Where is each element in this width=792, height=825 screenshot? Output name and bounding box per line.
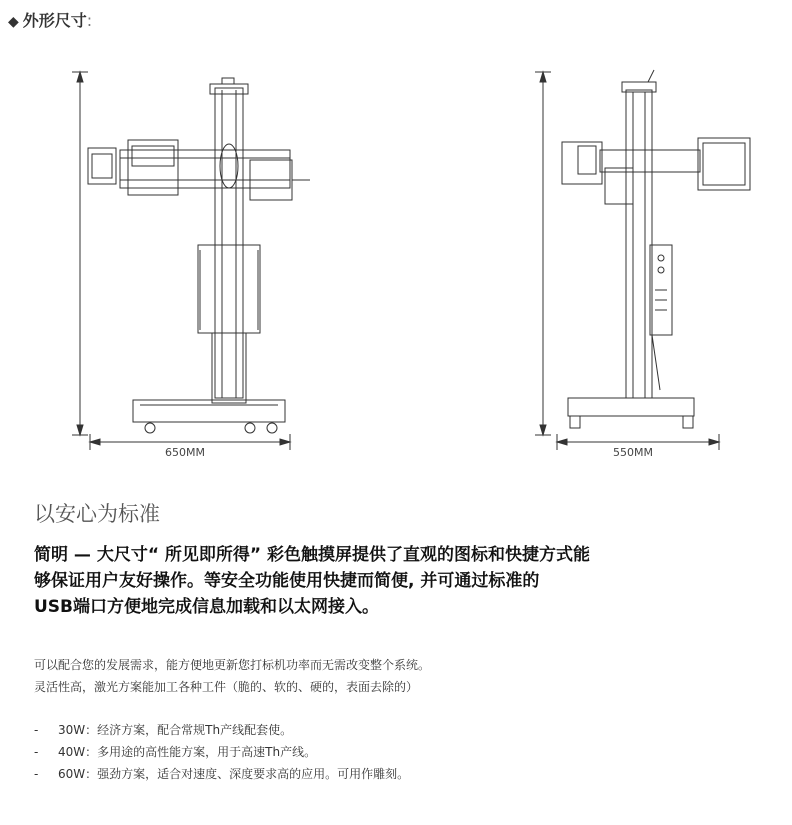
list-item-text: 30W：经济方案，配合常规Th产线配套使。 (58, 723, 293, 737)
list-dash: - (34, 745, 39, 759)
list-item-text: 40W：多用途的高性能方案，用于高速Th产线。 (58, 745, 317, 759)
bold-line: USB端口方便地完成信息加载和以太网接入。 (34, 597, 380, 617)
bold-line: 够保证用户友好操作。等安全功能使用快捷而简便, 并可通过标准的 (34, 571, 540, 591)
dimension-drawing (0, 60, 792, 470)
list-item (34, 763, 409, 785)
right-width-label: 550MM (613, 446, 653, 459)
list-dash: - (34, 767, 39, 781)
bold-paragraph (34, 542, 774, 620)
diamond-bullet-icon: ◆ (8, 14, 19, 30)
section-title-colon: : (86, 11, 93, 30)
power-list (34, 719, 409, 785)
list-item (34, 741, 409, 763)
body-line: 可以配合您的发展需求，能方便地更新您打标机功率而无需改变整个系统。 (34, 658, 431, 672)
list-dash: - (34, 723, 39, 737)
section-title: 外形尺寸 (22, 11, 87, 30)
left-width-label: 650MM (165, 446, 205, 459)
body-line: 灵活性高，激光方案能加工各种工件（脆的、软的、硬的，表面去除的） (34, 680, 419, 694)
list-item (34, 719, 409, 741)
list-item-text: 60W：强劲方案，适合对速度、深度要求高的应用。可用作雕刻。 (58, 767, 410, 781)
section-header (8, 8, 92, 31)
body-text (34, 654, 430, 698)
bold-line: 简明 — 大尺寸“ 所见即所得” 彩色触摸屏提供了直观的图标和快捷方式能 (34, 545, 591, 565)
subtitle: 以安心为标准 (34, 502, 160, 526)
